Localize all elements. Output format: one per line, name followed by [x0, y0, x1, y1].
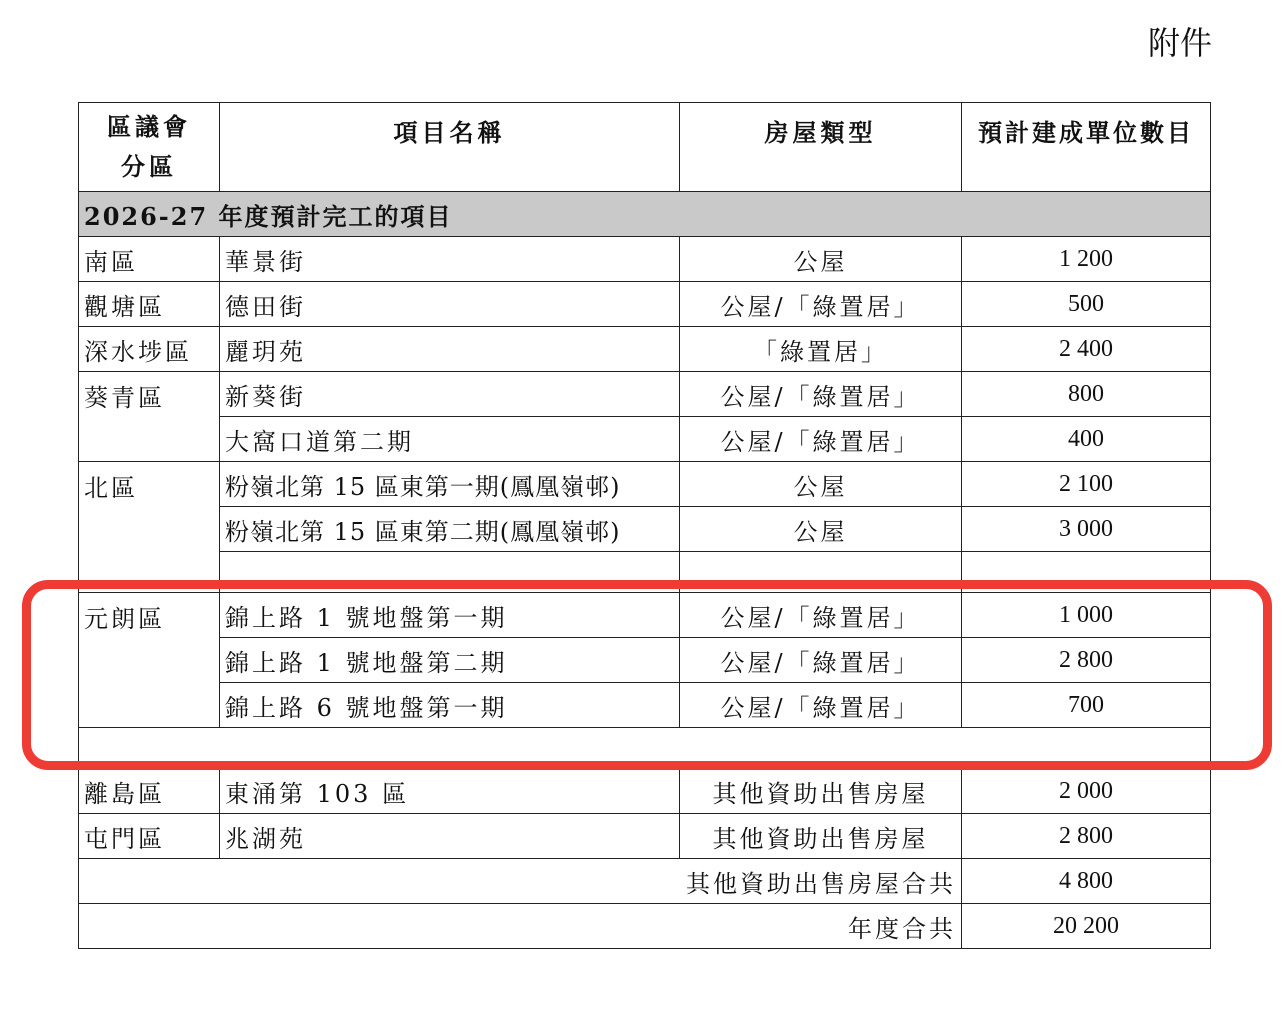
table-row [79, 372, 1211, 417]
project-cell: 麗玥苑 [220, 327, 680, 372]
units-cell: 2 800 [962, 638, 1211, 683]
type-cell: 其他資助出售房屋 [680, 769, 962, 814]
header-project: 項目名稱 [220, 103, 680, 192]
table-row [79, 507, 1211, 552]
table-row [79, 593, 1211, 638]
district-cell: 葵青區 [79, 372, 220, 462]
type-cell: 公屋/「綠置居」 [680, 638, 962, 683]
project-cell: 粉嶺北第 15 區東第一期(鳳凰嶺邨) [220, 462, 680, 507]
header-type: 房屋類型 [680, 103, 962, 192]
table-row [79, 769, 1211, 814]
table-row [79, 327, 1211, 372]
obscured-cell [962, 552, 1211, 593]
housing-projects-table [78, 102, 1211, 949]
type-cell: 其他資助出售房屋 [680, 814, 962, 859]
table-row [79, 417, 1211, 462]
project-cell: 粉嶺北第 15 區東第二期(鳳凰嶺邨) [220, 507, 680, 552]
type-cell: 公屋/「綠置居」 [680, 372, 962, 417]
obscured-cell [220, 552, 680, 593]
obscured-row [79, 728, 1211, 769]
units-cell: 2 100 [962, 462, 1211, 507]
units-cell: 3 000 [962, 507, 1211, 552]
table-header-row [79, 103, 1211, 192]
table-row [79, 462, 1211, 507]
header-district: 區議會 分區 [79, 103, 220, 192]
project-cell: 錦上路 1 號地盤第二期 [220, 638, 680, 683]
district-cell: 南區 [79, 237, 220, 282]
units-cell: 700 [962, 683, 1211, 728]
project-cell: 錦上路 6 號地盤第一期 [220, 683, 680, 728]
attachment-label: 附件 [1148, 24, 1213, 62]
project-cell: 大窩口道第二期 [220, 417, 680, 462]
project-cell: 新葵街 [220, 372, 680, 417]
type-cell: 公屋/「綠置居」 [680, 593, 962, 638]
section-row [79, 192, 1211, 237]
district-cell: 離島區 [79, 769, 220, 814]
table-row [79, 683, 1211, 728]
district-cell: 屯門區 [79, 814, 220, 859]
district-cell: 觀塘區 [79, 282, 220, 327]
table-row [79, 814, 1211, 859]
district-cell: 北區 [79, 462, 220, 593]
type-cell: 公屋/「綠置居」 [680, 683, 962, 728]
units-cell: 2 400 [962, 327, 1211, 372]
subtotal-value: 4 800 [962, 859, 1211, 904]
annual-total-label: 年度合共 [79, 904, 962, 949]
header-units: 預計建成單位數目 [962, 103, 1211, 192]
obscured-cell [79, 728, 1211, 769]
table-row [79, 282, 1211, 327]
table-row [79, 237, 1211, 282]
project-cell: 兆湖苑 [220, 814, 680, 859]
annual-total-value: 20 200 [962, 904, 1211, 949]
type-cell: 公屋/「綠置居」 [680, 417, 962, 462]
type-cell: 「綠置居」 [680, 327, 962, 372]
district-cell: 深水埗區 [79, 327, 220, 372]
project-cell: 錦上路 1 號地盤第一期 [220, 593, 680, 638]
units-cell: 2 000 [962, 769, 1211, 814]
units-cell: 1 200 [962, 237, 1211, 282]
project-cell: 華景街 [220, 237, 680, 282]
project-cell: 德田街 [220, 282, 680, 327]
units-cell: 800 [962, 372, 1211, 417]
subtotal-row [79, 859, 1211, 904]
units-cell: 500 [962, 282, 1211, 327]
subtotal-label: 其他資助出售房屋合共 [79, 859, 962, 904]
type-cell: 公屋 [680, 237, 962, 282]
section-title: 2026-27 年度預計完工的項目 [79, 192, 1211, 237]
units-cell: 2 800 [962, 814, 1211, 859]
obscured-row [79, 552, 1211, 593]
total-row [79, 904, 1211, 949]
type-cell: 公屋 [680, 507, 962, 552]
district-cell: 元朗區 [79, 593, 220, 728]
obscured-cell [680, 552, 962, 593]
project-cell: 東涌第 103 區 [220, 769, 680, 814]
table-row [79, 638, 1211, 683]
type-cell: 公屋/「綠置居」 [680, 282, 962, 327]
units-cell: 1 000 [962, 593, 1211, 638]
units-cell: 400 [962, 417, 1211, 462]
type-cell: 公屋 [680, 462, 962, 507]
